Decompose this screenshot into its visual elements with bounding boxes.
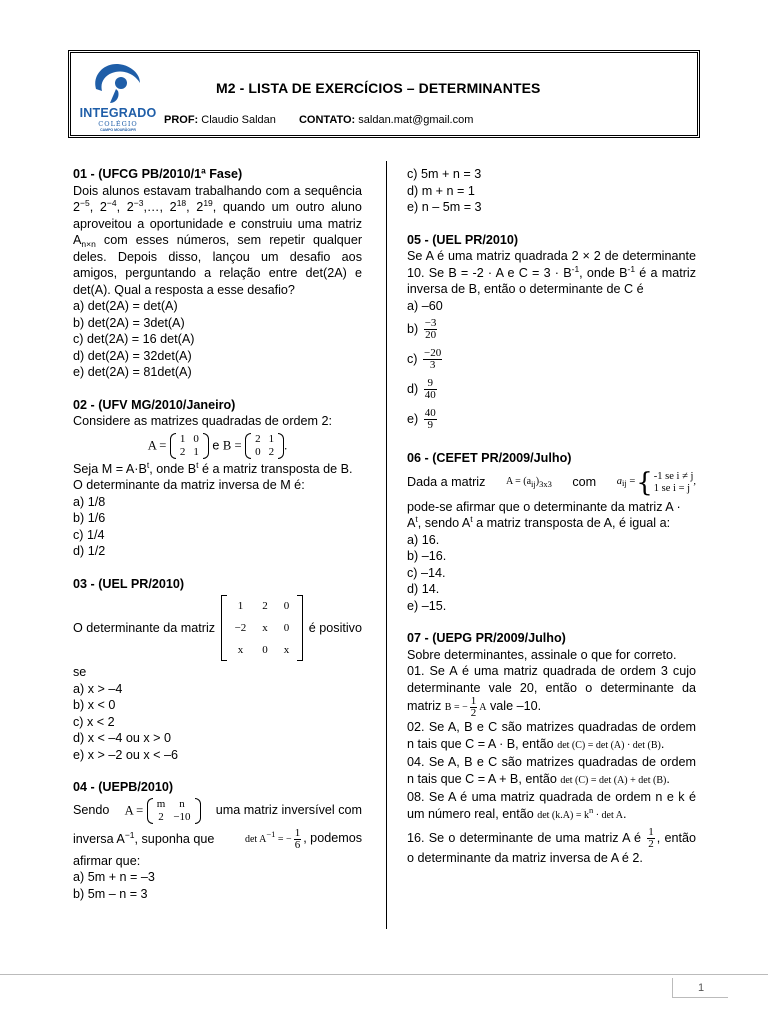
question-02-heading: 02 - (UFV MG/2010/Janeiro) xyxy=(73,397,236,412)
question-02-option: d) 1/2 xyxy=(73,544,106,558)
question-04-heading: 04 - (UEPB/2010) xyxy=(73,780,174,794)
question-06-option: e) –15. xyxy=(407,598,447,613)
question-07-intro: Sobre determinantes, assinale o que for correto. xyxy=(407,647,677,662)
question-05-option: b) $\frac{-3}{20}$ xyxy=(407,317,437,342)
question-02-statement: Seja $M = A\cdot B^t$, onde $B^t$ é a matriz transposta de B. O determinante da matriz inversa de M é: xyxy=(73,459,353,492)
question-03-text: O determinante da matriz 1 2 0 −2 x 0 x 0 x é positivo xyxy=(73,592,362,664)
question-05-option: e) $\frac{40}{9}$ xyxy=(407,407,436,432)
prof-label: PROF: xyxy=(164,114,199,126)
question-04-option: e) n – 5m = 3 xyxy=(407,200,482,214)
question-06-option: b) –16. xyxy=(407,549,447,563)
question-01 xyxy=(73,166,362,381)
question-06 xyxy=(407,450,696,614)
page-number: 1 xyxy=(697,982,705,994)
logo-subtitle: COLÉGIO xyxy=(98,120,138,128)
footer-rule xyxy=(0,974,768,975)
page-number-box xyxy=(672,978,728,998)
question-04-text-3: afirmar que: xyxy=(73,853,141,868)
question-04-option: a) 5m + n = –3 xyxy=(73,870,155,884)
question-06-heading: 06 - (CEFET PR/2009/Julho) xyxy=(407,451,572,465)
question-05-option: c) $\frac{-20}{3}$ xyxy=(407,347,442,372)
question-03-option: d) x < –4 ou x > 0 xyxy=(73,731,172,745)
question-01-text: Dois alunos estavam trabalhando com a sequência $2^{-5}$, $2^{-4}$, $2^{-3},\dots$, $2^{18}$, $2^{19}$, quando um outro aluno aproveitou a oportunidade e construiu uma matriz $A_{n\times n}$ com esses números, sem repetir qualquer deles. Depois disso, lançou um desafio aos amigos, perguntando a relação entre det(2A) e det(A). Qual a resposta a esse desafio? xyxy=(73,183,363,297)
matrix-mn: m n 2 −10 xyxy=(147,798,201,824)
question-01-heading: 01 - (UFCG PB/2010/1ª Fase) xyxy=(73,167,243,181)
question-01-option: a) det(2A) = det(A) xyxy=(73,299,178,313)
question-02-option: b) 1/6 xyxy=(73,511,106,525)
matrix-b: 2 1 0 2 xyxy=(245,433,284,459)
question-04-text-2: inversa $A^{-1}$, suponha que $\det A^{-1}$ = − $\frac{1}{6}$ , podemos xyxy=(73,826,362,851)
question-06-option: d) 14. xyxy=(407,582,440,596)
question-03-heading: 03 - (UEL PR/2010) xyxy=(73,576,185,591)
question-05-option: d) $\frac{9}{40}$ xyxy=(407,377,436,402)
professor-line xyxy=(164,114,473,126)
question-03-option: e) x > –2 ou x < –6 xyxy=(73,747,179,762)
question-04-option: b) 5m – n = 3 xyxy=(73,886,148,901)
question-07 xyxy=(407,630,696,867)
logo-location: CAMPO MOURÃO/PR xyxy=(100,128,136,132)
question-03-option: b) x < 0 xyxy=(73,698,116,712)
question-05-text: Se A é uma matriz quadrada 2 × 2 de determinante 10. Se B = -2 · A e $C = 3 \cdot B^{-1}$, onde $B^{-1}$ é a matriz inversa de B, então o determinante de C é xyxy=(407,249,696,296)
question-07-item-08: 08. Se A é uma matriz quadrada de ordem n e k é um número real, então $\det (k.A) = k^n \cdot \det A$. xyxy=(407,790,696,821)
question-07-item-01: 01. Se A é uma matriz quadrada de ordem 3 cujo determinante vale 20, então o determinante da matriz B = − $\frac{1}{2}$ A vale –10. xyxy=(407,664,696,719)
question-06-option: c) –14. xyxy=(407,565,446,580)
question-06-option: a) 16. xyxy=(407,532,440,547)
question-07-item-02: 02. Se A, B e C são matrizes quadradas de ordem n tais que C = A · B, então det (C) = det (A) · det (B). xyxy=(407,720,696,751)
matrix-3x3: 1 2 0 −2 x 0 x 0 x xyxy=(221,595,304,661)
question-01-option: e) det(2A) = 81det(A) xyxy=(73,365,192,379)
column-divider xyxy=(386,161,387,929)
question-06-text: Dada a matriz $A = (a_{ij})_{3x3}$ com a ij = { -1 se i ≠ j 1 se i = j , xyxy=(407,467,696,498)
question-07-item-16: 16. Se o determinante de uma matriz A é $\frac{1}{2}$ , então o determinante da matriz inversa de A é 2. xyxy=(407,826,697,865)
question-02-option: c) 1/4 xyxy=(73,527,105,542)
left-column xyxy=(73,166,362,902)
school-logo xyxy=(74,61,162,133)
question-04-text: Sendo A = m n 2 −10 uma matriz inversível com xyxy=(73,797,362,823)
question-05-heading: 05 - (UEL PR/2010) xyxy=(407,232,519,247)
question-02 xyxy=(73,397,362,560)
question-02-option: a) 1/8 xyxy=(73,494,106,509)
question-03 xyxy=(73,576,362,764)
contact-label: CONTATO: xyxy=(298,114,356,126)
question-01-option: d) det(2A) = 32det(A) xyxy=(73,348,192,363)
question-06-statement: pode-se afirmar que o determinante da matriz $A \cdot A^t$, sendo $A^t$ a matriz transposta de A, é igual a: xyxy=(407,499,681,530)
question-03-option: a) x > –4 xyxy=(73,681,123,696)
document-title: M2 - LISTA DE EXERCÍCIOS – DETERMINANTES xyxy=(216,80,541,96)
question-04 xyxy=(73,779,362,902)
right-column xyxy=(407,166,696,867)
prof-name: Claudio Saldan xyxy=(201,114,276,126)
question-07-heading: 07 - (UEPG PR/2009/Julho) xyxy=(407,631,566,645)
question-03-option: c) x < 2 xyxy=(73,714,115,729)
question-03-cont: se xyxy=(73,665,87,679)
question-01-option: b) det(2A) = 3det(A) xyxy=(73,315,185,330)
question-07-item-04: 04. Se A, B e C são matrizes quadradas de ordem n tais que C = A + B, então det (C) = det (A) + det (B). xyxy=(407,755,696,786)
question-04-option: d) m + n = 1 xyxy=(407,183,475,198)
question-05 xyxy=(407,232,696,435)
question-01-option: c) det(2A) = 16 det(A) xyxy=(73,332,195,346)
question-02-text: Considere as matrizes quadradas de ordem 2: xyxy=(73,414,333,428)
logo-name: INTEGRADO xyxy=(79,106,157,120)
contact-email[interactable]: saldan.mat@gmail.com xyxy=(358,114,474,126)
logo-swirl-icon xyxy=(90,61,144,105)
document-header xyxy=(68,50,700,138)
question-02-matrices: A = 1 0 2 1 e B = 2 1 0 2 . xyxy=(147,432,288,458)
question-05-option: a) –60 xyxy=(407,298,443,313)
question-04-option: c) 5m + n = 3 xyxy=(407,167,482,181)
matrix-a: 1 0 2 1 xyxy=(170,433,209,459)
